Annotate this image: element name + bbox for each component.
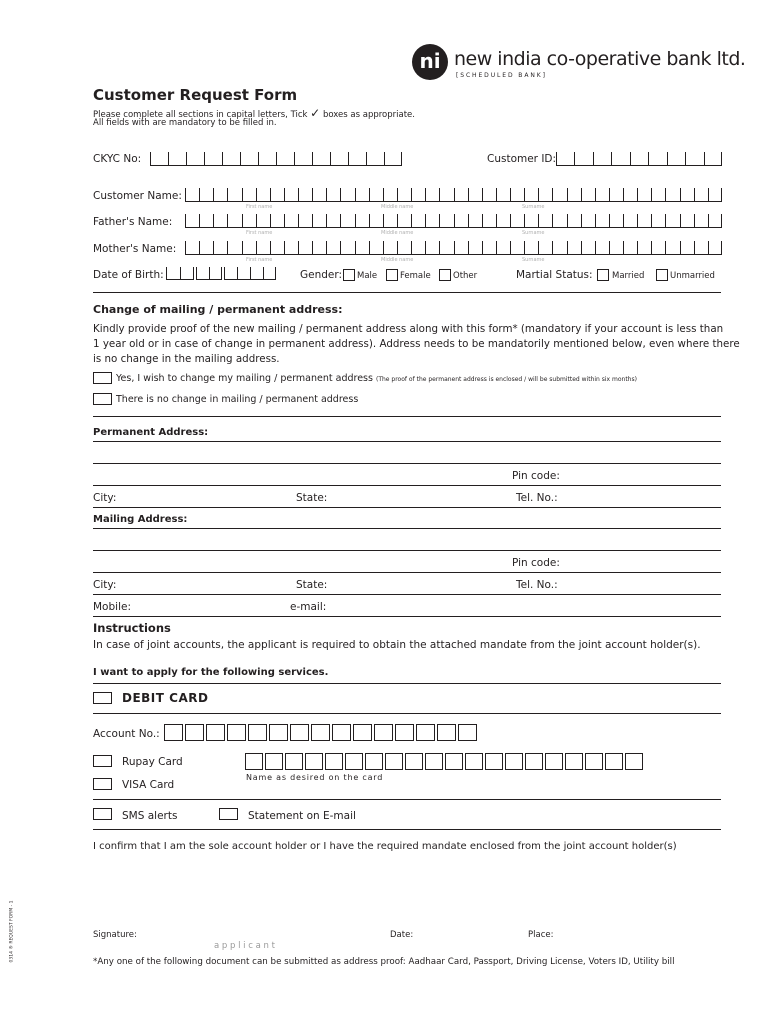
char-tick xyxy=(510,241,511,254)
char-tick xyxy=(704,152,705,165)
char-tick xyxy=(242,214,243,227)
mailing-address-line-1[interactable] xyxy=(93,528,721,529)
char-box xyxy=(395,724,414,741)
permanent-state-label: State: xyxy=(296,492,328,504)
char-tick xyxy=(166,267,167,279)
char-tick xyxy=(694,214,695,227)
char-tick xyxy=(595,214,596,227)
char-tick xyxy=(298,241,299,254)
char-box xyxy=(365,753,383,770)
fathers-name-label: Father's Name: xyxy=(93,216,173,228)
char-box xyxy=(405,753,423,770)
char-tick xyxy=(651,188,652,201)
marital-married-label: Married xyxy=(612,271,645,281)
fathers-name-input[interactable] xyxy=(185,214,722,228)
permanent-city-label: City: xyxy=(93,492,117,504)
instructions-heading: Instructions xyxy=(93,621,171,635)
char-tick xyxy=(330,152,331,165)
char-box xyxy=(565,753,583,770)
char-tick xyxy=(411,188,412,201)
char-tick xyxy=(383,241,384,254)
char-tick xyxy=(482,241,483,254)
form-title: Customer Request Form xyxy=(93,86,298,104)
char-tick xyxy=(185,188,186,201)
divider xyxy=(93,416,721,417)
char-tick xyxy=(256,214,257,227)
char-tick xyxy=(721,214,722,227)
instructions-text: In case of joint accounts, the applicant is required to obtain the attached mandate from the joint account holder(s). xyxy=(93,639,701,651)
rupay-card-label: Rupay Card xyxy=(122,756,183,768)
char-box xyxy=(245,753,263,770)
char-tick xyxy=(369,241,370,254)
divider xyxy=(93,799,721,800)
mailing-state-label: State: xyxy=(296,579,328,591)
char-tick xyxy=(411,241,412,254)
char-tick xyxy=(524,188,525,201)
yes-text: Yes, I wish to change my mailing / permanent address xyxy=(116,373,373,384)
char-box xyxy=(353,724,372,741)
mailing-city-label: City: xyxy=(93,579,117,591)
surname-hint: Surname xyxy=(522,204,545,210)
char-tick xyxy=(213,241,214,254)
char-tick xyxy=(213,214,214,227)
char-tick xyxy=(411,214,412,227)
char-tick xyxy=(454,188,455,201)
address-proof-note: *Any one of the following document can be submitted as address proof: Aadhaar Card, Passport, Driving License, Voters ID, Utility bill xyxy=(93,957,675,967)
char-tick xyxy=(665,188,666,201)
char-box xyxy=(625,753,643,770)
surname-hint: Surname xyxy=(522,257,545,263)
char-box xyxy=(185,724,204,741)
char-tick xyxy=(454,241,455,254)
char-tick xyxy=(623,188,624,201)
char-box xyxy=(164,724,183,741)
char-box xyxy=(206,724,225,741)
char-box xyxy=(445,753,463,770)
char-tick xyxy=(637,241,638,254)
char-tick xyxy=(326,241,327,254)
char-box xyxy=(305,753,323,770)
customer-id-input[interactable] xyxy=(556,152,722,166)
char-tick xyxy=(312,214,313,227)
char-tick xyxy=(595,241,596,254)
change-address-no-checkbox[interactable] xyxy=(93,393,112,405)
logo-letters: ni xyxy=(419,49,441,73)
char-box xyxy=(325,753,343,770)
char-tick xyxy=(651,241,652,254)
signature-label: Signature: xyxy=(93,930,137,940)
char-tick xyxy=(340,188,341,201)
char-tick xyxy=(242,241,243,254)
char-tick xyxy=(355,241,356,254)
mailing-address-line-2[interactable] xyxy=(93,550,721,551)
permanent-address-line-2[interactable] xyxy=(93,463,721,464)
first-name-hint: First name xyxy=(246,257,273,263)
char-tick xyxy=(680,241,681,254)
char-tick xyxy=(326,188,327,201)
char-box xyxy=(374,724,393,741)
char-tick xyxy=(180,267,181,279)
char-tick xyxy=(496,188,497,201)
instr-part-a: Please complete all sections in capital letters, Tick xyxy=(93,110,308,120)
char-tick xyxy=(524,241,525,254)
char-box xyxy=(465,753,483,770)
char-box xyxy=(458,724,477,741)
sms-alerts-checkbox[interactable] xyxy=(93,808,112,820)
char-tick xyxy=(552,214,553,227)
char-tick xyxy=(383,188,384,201)
mailing-tel-label: Tel. No.: xyxy=(516,579,558,591)
divider xyxy=(93,713,721,714)
char-tick xyxy=(185,214,186,227)
permanent-tel-label: Tel. No.: xyxy=(516,492,558,504)
gender-male-label: Male xyxy=(357,271,378,281)
char-box xyxy=(505,753,523,770)
char-tick xyxy=(524,214,525,227)
char-box xyxy=(385,753,403,770)
char-tick xyxy=(680,214,681,227)
char-tick xyxy=(574,152,575,165)
date-label: Date: xyxy=(390,930,414,940)
char-tick xyxy=(609,241,610,254)
char-tick xyxy=(242,188,243,201)
char-tick xyxy=(298,214,299,227)
char-tick xyxy=(552,188,553,201)
char-tick xyxy=(369,214,370,227)
char-tick xyxy=(556,152,557,165)
char-box xyxy=(525,753,543,770)
char-tick xyxy=(581,188,582,201)
char-tick xyxy=(538,241,539,254)
char-box xyxy=(311,724,330,741)
char-tick xyxy=(284,214,285,227)
char-tick xyxy=(721,241,722,254)
permanent-address-line-3[interactable] xyxy=(93,485,721,486)
gender-label: Gender: xyxy=(300,269,343,281)
gender-female-checkbox[interactable] xyxy=(386,269,398,281)
char-tick xyxy=(326,214,327,227)
char-tick xyxy=(439,241,440,254)
char-tick xyxy=(237,267,238,279)
debit-card-label: DEBIT CARD xyxy=(122,691,209,705)
gender-male-checkbox[interactable] xyxy=(343,269,355,281)
char-tick xyxy=(222,152,223,165)
divider xyxy=(93,292,721,293)
char-tick xyxy=(355,188,356,201)
char-tick xyxy=(193,267,194,279)
char-tick xyxy=(383,214,384,227)
char-box xyxy=(416,724,435,741)
char-tick xyxy=(648,152,649,165)
middle-name-hint: Middle name xyxy=(381,230,414,236)
sms-alerts-label: SMS alerts xyxy=(122,810,178,822)
char-tick xyxy=(312,241,313,254)
char-tick xyxy=(227,188,228,201)
char-tick xyxy=(348,152,349,165)
dob-label: Date of Birth: xyxy=(93,269,164,281)
char-tick xyxy=(708,241,709,254)
tick-icon: ✓ xyxy=(310,106,321,120)
mothers-name-label: Mother's Name: xyxy=(93,243,177,255)
bank-logo xyxy=(412,44,448,80)
char-box xyxy=(227,724,246,741)
ckyc-label: CKYC No: xyxy=(93,153,142,165)
char-tick xyxy=(425,241,426,254)
char-tick xyxy=(468,214,469,227)
ckyc-input[interactable] xyxy=(150,152,402,166)
account-no-label: Account No.: xyxy=(93,728,160,740)
char-tick xyxy=(425,214,426,227)
char-tick xyxy=(199,214,200,227)
divider xyxy=(93,829,721,830)
char-tick xyxy=(468,188,469,201)
debit-card-checkbox[interactable] xyxy=(93,692,112,704)
bank-name: new india co-operative bank ltd. xyxy=(454,48,746,70)
char-tick xyxy=(150,152,151,165)
char-box xyxy=(437,724,456,741)
name-on-card-hint: Name as desired on the card xyxy=(246,773,384,782)
middle-name-hint: Middle name xyxy=(381,204,414,210)
char-tick xyxy=(168,152,169,165)
char-tick xyxy=(538,188,539,201)
char-tick xyxy=(196,267,197,279)
char-box xyxy=(265,753,283,770)
char-tick xyxy=(221,267,222,279)
char-tick xyxy=(263,267,264,279)
char-tick xyxy=(355,214,356,227)
char-tick xyxy=(667,152,668,165)
account-no-input[interactable] xyxy=(164,724,479,741)
char-tick xyxy=(312,152,313,165)
change-address-yes-checkbox[interactable] xyxy=(93,372,112,384)
divider xyxy=(93,507,721,508)
char-tick xyxy=(276,152,277,165)
char-tick xyxy=(199,188,200,201)
permanent-address-heading: Permanent Address: xyxy=(93,427,209,438)
marital-married-checkbox[interactable] xyxy=(597,269,609,281)
char-tick xyxy=(623,214,624,227)
char-tick xyxy=(611,152,612,165)
customer-name-label: Customer Name: xyxy=(93,190,182,202)
services-heading: I want to apply for the following services. xyxy=(93,667,329,678)
gender-other-checkbox[interactable] xyxy=(439,269,451,281)
char-tick xyxy=(538,214,539,227)
gender-other-label: Other xyxy=(453,271,478,281)
char-tick xyxy=(482,214,483,227)
char-tick xyxy=(567,241,568,254)
divider xyxy=(93,683,721,684)
mailing-address-line-3[interactable] xyxy=(93,572,721,573)
char-tick xyxy=(609,214,610,227)
char-tick xyxy=(637,214,638,227)
char-tick xyxy=(284,241,285,254)
char-tick xyxy=(439,214,440,227)
char-tick xyxy=(680,188,681,201)
char-box xyxy=(425,753,443,770)
char-tick xyxy=(204,152,205,165)
permanent-pin-label: Pin code: xyxy=(512,470,560,482)
permanent-address-line-1[interactable] xyxy=(93,441,721,442)
char-tick xyxy=(340,241,341,254)
char-tick xyxy=(665,241,666,254)
address-change-body-2: 1 year old or in case of change in permanent address). Address needs to be mandatorily mentioned below, even where there xyxy=(93,338,740,350)
char-tick xyxy=(294,152,295,165)
mobile-label: Mobile: xyxy=(93,601,131,613)
char-tick xyxy=(224,267,225,279)
address-change-body-3: is no change in the mailing address. xyxy=(93,353,280,365)
dob-month-input[interactable] xyxy=(196,267,222,280)
char-tick xyxy=(384,152,385,165)
char-box xyxy=(345,753,363,770)
applicant-label: a p p l i c a n t xyxy=(214,941,275,951)
char-box xyxy=(332,724,351,741)
first-name-hint: First name xyxy=(246,230,273,236)
char-tick xyxy=(240,152,241,165)
char-tick xyxy=(694,241,695,254)
char-tick xyxy=(567,188,568,201)
char-box xyxy=(285,753,303,770)
char-tick xyxy=(256,241,257,254)
char-tick xyxy=(227,214,228,227)
char-tick xyxy=(637,188,638,201)
mothers-name-input[interactable] xyxy=(185,241,722,255)
char-box xyxy=(485,753,503,770)
first-name-hint: First name xyxy=(246,204,273,210)
dob-year-input[interactable] xyxy=(224,267,276,280)
char-tick xyxy=(275,267,276,279)
customer-id-label: Customer ID: xyxy=(487,153,557,165)
form-instructions-2: All fields with are mandatory to be filled in. xyxy=(93,118,277,128)
statement-email-checkbox[interactable] xyxy=(219,808,238,820)
char-box xyxy=(585,753,603,770)
char-tick xyxy=(552,241,553,254)
char-tick xyxy=(256,188,257,201)
char-tick xyxy=(270,188,271,201)
char-tick xyxy=(366,152,367,165)
surname-hint: Surname xyxy=(522,230,545,236)
char-tick xyxy=(397,214,398,227)
char-box xyxy=(269,724,288,741)
char-tick xyxy=(284,188,285,201)
char-tick xyxy=(186,152,187,165)
bank-tagline: [ S C H E D U L E D B A N K ] xyxy=(456,72,545,79)
middle-name-hint: Middle name xyxy=(381,257,414,263)
char-tick xyxy=(468,241,469,254)
char-tick xyxy=(708,214,709,227)
char-tick xyxy=(482,188,483,201)
char-tick xyxy=(258,152,259,165)
place-label: Place: xyxy=(528,930,554,940)
change-address-yes-label xyxy=(116,373,637,384)
confirmation-text: I confirm that I am the sole account holder or I have the required mandate enclosed from the joint account holder(s) xyxy=(93,841,677,852)
char-tick xyxy=(623,241,624,254)
char-tick xyxy=(185,241,186,254)
statement-email-label: Statement on E-mail xyxy=(248,810,356,822)
change-address-no-label: There is no change in mailing / permanent address xyxy=(116,394,359,405)
marital-label: Martial Status: xyxy=(516,269,593,281)
divider xyxy=(93,594,721,595)
char-tick xyxy=(213,188,214,201)
customer-name-input[interactable] xyxy=(185,188,722,202)
char-tick xyxy=(510,188,511,201)
dob-day-input[interactable] xyxy=(166,267,194,280)
yes-note: (The proof of the permanent address is enclosed / will be submitted within six months) xyxy=(376,376,637,383)
char-tick xyxy=(510,214,511,227)
char-tick xyxy=(250,267,251,279)
divider xyxy=(93,616,721,617)
visa-card-checkbox[interactable] xyxy=(93,778,112,790)
instr-part-b: boxes as appropriate. xyxy=(322,110,415,120)
char-tick xyxy=(567,214,568,227)
gender-female-label: Female xyxy=(400,271,431,281)
char-tick xyxy=(630,152,631,165)
char-tick xyxy=(397,241,398,254)
char-tick xyxy=(227,241,228,254)
char-tick xyxy=(581,241,582,254)
char-tick xyxy=(397,188,398,201)
char-box xyxy=(248,724,267,741)
char-box xyxy=(545,753,563,770)
address-change-body-1: Kindly provide proof of the new mailing / permanent address along with this form* (mandatory if your account is less than xyxy=(93,323,724,335)
char-tick xyxy=(199,241,200,254)
char-tick xyxy=(694,188,695,201)
char-tick xyxy=(454,214,455,227)
email-label: e-mail: xyxy=(290,601,327,613)
char-tick xyxy=(312,188,313,201)
char-tick xyxy=(721,152,722,165)
marital-unmarried-label: Unmarried xyxy=(670,271,715,281)
char-tick xyxy=(369,188,370,201)
char-tick xyxy=(270,214,271,227)
mailing-pin-label: Pin code: xyxy=(512,557,560,569)
char-tick xyxy=(651,214,652,227)
address-change-heading: Change of mailing / permanent address: xyxy=(93,303,343,316)
mailing-address-heading: Mailing Address: xyxy=(93,514,188,525)
char-tick xyxy=(298,188,299,201)
char-tick xyxy=(685,152,686,165)
char-box xyxy=(605,753,623,770)
char-tick xyxy=(593,152,594,165)
char-tick xyxy=(721,188,722,201)
char-tick xyxy=(209,267,210,279)
char-tick xyxy=(496,214,497,227)
marital-unmarried-checkbox[interactable] xyxy=(656,269,668,281)
char-tick xyxy=(270,241,271,254)
char-tick xyxy=(595,188,596,201)
visa-card-label: VISA Card xyxy=(122,779,175,791)
name-on-card-input[interactable] xyxy=(245,753,645,770)
char-tick xyxy=(425,188,426,201)
char-tick xyxy=(581,214,582,227)
char-box xyxy=(290,724,309,741)
form-code: 0314 ® REQUEST FORM - 1 xyxy=(9,900,15,963)
char-tick xyxy=(439,188,440,201)
char-tick xyxy=(708,188,709,201)
char-tick xyxy=(665,214,666,227)
rupay-card-checkbox[interactable] xyxy=(93,755,112,767)
char-tick xyxy=(496,241,497,254)
char-tick xyxy=(401,152,402,165)
char-tick xyxy=(609,188,610,201)
char-tick xyxy=(340,214,341,227)
